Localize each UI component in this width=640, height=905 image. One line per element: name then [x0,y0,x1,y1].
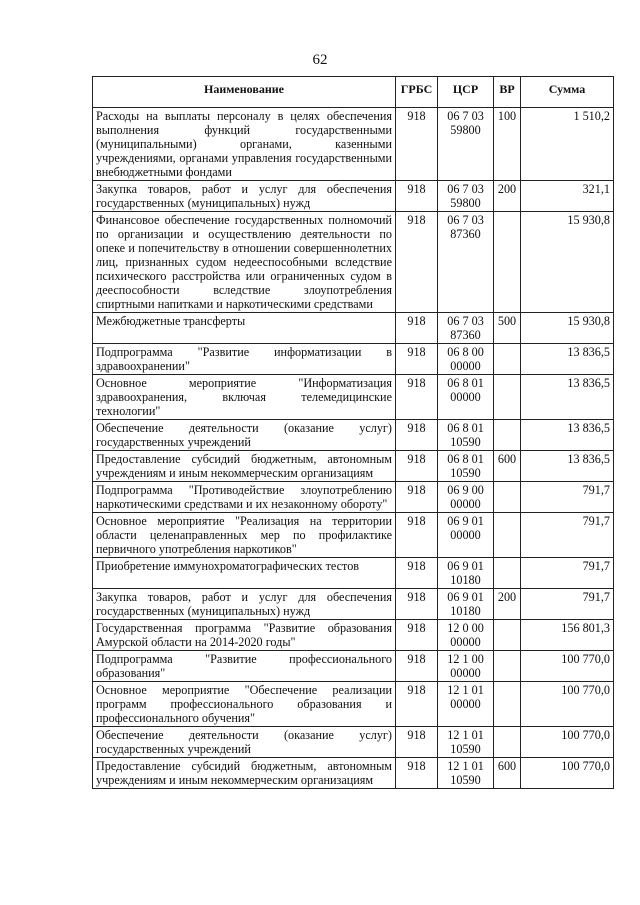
row-sum: 791,7 [521,482,614,513]
row-name: Основное мероприятие "Реализация на территории области целенаправленных мер по профилактике первичного употребления наркотиков" [93,513,396,558]
row-csr-line2: 10180 [450,604,481,618]
table-row [93,758,614,789]
row-name: Основное мероприятие "Обеспечение реализации программ профессионального образования и профессионального обучения" [93,682,396,727]
row-sum: 15 930,8 [521,212,614,313]
row-name: Финансовое обеспечение государственных полномочий по организации и осуществлению деятельности по опеке и попечительству в отношении совершеннолетних лиц, признанных судом недееспособными вследствие психического расстройства или ограниченных судом в дееспособности вследствие злоупотребления спиртными напитками и наркотическими средствами [93,212,396,313]
row-vr [494,558,521,589]
row-csr-line2: 00000 [450,390,481,404]
row-csr-line2: 87360 [450,328,481,342]
table-row [93,651,614,682]
row-vr [494,375,521,420]
row-csr [438,420,494,451]
row-csr-line2: 59800 [450,123,481,137]
row-vr: 100 [494,108,521,181]
row-name: Расходы на выплаты персоналу в целях обеспечения выполнения функций государственными (муниципальными) органами, казенными учреждениями, органами управления государственными внебюджетными фондами [93,108,396,181]
row-sum: 13 836,5 [521,375,614,420]
row-grbs: 918 [396,375,438,420]
row-sum: 100 770,0 [521,727,614,758]
row-csr-line2: 10590 [450,742,481,756]
row-sum: 100 770,0 [521,758,614,789]
table-row [93,620,614,651]
row-grbs: 918 [396,758,438,789]
row-name: Закупка товаров, работ и услуг для обеспечения государственных (муниципальных) нужд [93,589,396,620]
table-row [93,558,614,589]
row-vr: 200 [494,589,521,620]
row-vr [494,727,521,758]
row-vr [494,513,521,558]
table-row [93,344,614,375]
row-grbs: 918 [396,682,438,727]
row-grbs: 918 [396,482,438,513]
row-name: Межбюджетные трансферты [93,313,396,344]
row-csr [438,589,494,620]
row-csr-line2: 00000 [450,528,481,542]
row-csr-line2: 10590 [450,466,481,480]
row-sum: 791,7 [521,589,614,620]
row-csr [438,651,494,682]
budget-table [92,76,614,789]
header-sum: Сумма [521,77,614,108]
row-csr [438,451,494,482]
row-csr [438,375,494,420]
row-vr [494,212,521,313]
row-vr [494,651,521,682]
row-grbs: 918 [396,451,438,482]
row-csr-line1: 12 1 00 [447,652,484,666]
row-csr-line1: 12 1 01 [447,683,484,697]
header-name: Наименование [93,77,396,108]
row-name: Обеспечение деятельности (оказание услуг) государственных учреждений [93,420,396,451]
row-csr [438,558,494,589]
row-name: Обеспечение деятельности (оказание услуг) государственных учреждений [93,727,396,758]
row-csr [438,758,494,789]
row-name: Закупка товаров, работ и услуг для обеспечения государственных (муниципальных) нужд [93,181,396,212]
row-csr-line2: 59800 [450,196,481,210]
row-grbs: 918 [396,651,438,682]
table-row [93,181,614,212]
row-csr [438,181,494,212]
row-csr [438,344,494,375]
row-csr-line2: 10180 [450,573,481,587]
row-vr [494,420,521,451]
table-row [93,451,614,482]
row-grbs: 918 [396,344,438,375]
row-grbs: 918 [396,313,438,344]
row-csr-line2: 00000 [450,666,481,680]
row-csr [438,513,494,558]
row-csr [438,620,494,651]
row-csr [438,108,494,181]
header-grbs: ГРБС [396,77,438,108]
row-vr [494,482,521,513]
row-csr-line2: 10590 [450,773,481,787]
row-csr-line2: 00000 [450,497,481,511]
row-name: Приобретение иммунохроматографических тестов [93,558,396,589]
row-name: Подпрограмма "Развитие профессионального образования" [93,651,396,682]
row-sum: 13 836,5 [521,451,614,482]
row-sum: 791,7 [521,513,614,558]
row-name: Предоставление субсидий бюджетным, автономным учреждениям и иным некоммерческим организациям [93,758,396,789]
row-csr-line1: 06 9 01 [447,514,484,528]
row-grbs: 918 [396,558,438,589]
row-csr-line1: 06 9 01 [447,590,484,604]
row-sum: 1 510,2 [521,108,614,181]
row-csr-line1: 06 8 01 [447,376,484,390]
row-vr: 200 [494,181,521,212]
table-row [93,420,614,451]
table-row [93,108,614,181]
row-csr-line1: 06 8 01 [447,452,484,466]
row-vr [494,620,521,651]
row-name: Основное мероприятие "Информатизация здравоохранения, включая телемедицинские технологии" [93,375,396,420]
row-sum: 100 770,0 [521,682,614,727]
row-csr [438,682,494,727]
row-vr: 600 [494,451,521,482]
row-csr [438,727,494,758]
table-row [93,313,614,344]
row-name: Государственная программа "Развитие образования Амурской области на 2014-2020 годы" [93,620,396,651]
table-row [93,212,614,313]
row-csr-line2: 00000 [450,359,481,373]
row-csr-line1: 06 9 01 [447,559,484,573]
row-sum: 791,7 [521,558,614,589]
row-grbs: 918 [396,212,438,313]
row-csr-line2: 10590 [450,435,481,449]
row-sum: 13 836,5 [521,420,614,451]
row-csr-line1: 06 7 03 [447,182,484,196]
row-csr-line1: 06 8 00 [447,345,484,359]
row-csr-line1: 06 7 03 [447,314,484,328]
row-sum: 100 770,0 [521,651,614,682]
table-row [93,589,614,620]
row-name: Подпрограмма "Противодействие злоупотреблению наркотическими средствами и их незаконному обороту" [93,482,396,513]
row-vr: 600 [494,758,521,789]
table-row [93,727,614,758]
row-csr-line2: 00000 [450,635,481,649]
row-grbs: 918 [396,727,438,758]
row-csr [438,313,494,344]
row-csr [438,212,494,313]
row-sum: 15 930,8 [521,313,614,344]
row-vr [494,682,521,727]
row-sum: 156 801,3 [521,620,614,651]
row-sum: 13 836,5 [521,344,614,375]
row-csr-line1: 06 7 03 [447,109,484,123]
row-csr-line1: 12 1 01 [447,728,484,742]
row-grbs: 918 [396,108,438,181]
row-csr-line1: 06 7 03 [447,213,484,227]
row-csr [438,482,494,513]
row-csr-line1: 06 8 01 [447,421,484,435]
table-body [93,108,614,789]
row-name: Предоставление субсидий бюджетным, автономным учреждениям и иным некоммерческим организациям [93,451,396,482]
row-grbs: 918 [396,513,438,558]
row-csr-line1: 12 0 00 [447,621,484,635]
row-csr-line1: 12 1 01 [447,759,484,773]
table-row [93,513,614,558]
page-number: 62 [312,52,328,68]
row-grbs: 918 [396,420,438,451]
row-sum: 321,1 [521,181,614,212]
row-name: Подпрограмма "Развитие информатизации в здравоохранении" [93,344,396,375]
row-csr-line2: 87360 [450,227,481,241]
table-row [93,482,614,513]
table-header-row [93,77,614,108]
row-csr-line1: 06 9 00 [447,483,484,497]
row-grbs: 918 [396,620,438,651]
header-csr: ЦСР [438,77,494,108]
row-grbs: 918 [396,181,438,212]
table-row [93,682,614,727]
row-vr: 500 [494,313,521,344]
header-vr: ВР [494,77,521,108]
row-vr [494,344,521,375]
row-grbs: 918 [396,589,438,620]
table-row [93,375,614,420]
row-csr-line2: 00000 [450,697,481,711]
